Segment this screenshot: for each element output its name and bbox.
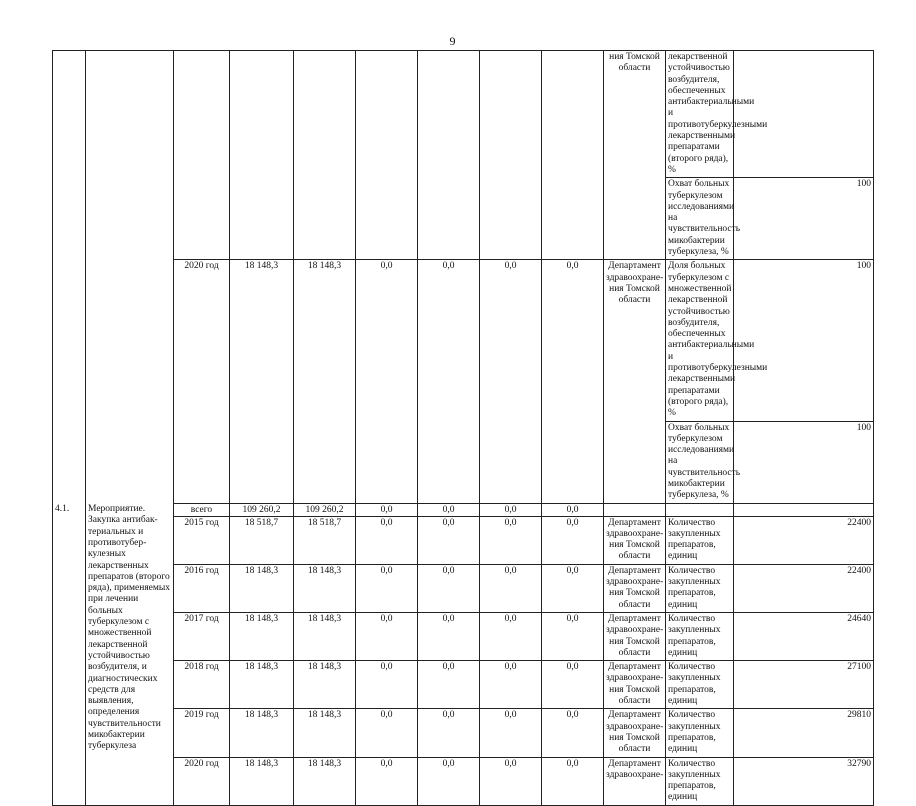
value-cell: 0,0 (356, 564, 418, 612)
value-cell: 0,0 (418, 516, 480, 564)
value-cell: 0,0 (542, 612, 604, 660)
total-cell: 18 148,3 (230, 661, 294, 709)
department-cell: Департамент здравоохране-ния Томской области (604, 260, 666, 503)
department-cell: Департамент здравоохране-ния Томской области (604, 516, 666, 564)
indicator-value: 27100 (734, 661, 874, 709)
department-cell: Департамент здравоохране-ния Томской области (604, 709, 666, 757)
value-cell: 0,0 (480, 260, 542, 503)
total-cell: 18 148,3 (230, 564, 294, 612)
value-cell: 0,0 (542, 503, 604, 516)
value-cell: 0,0 (480, 661, 542, 709)
year-cell: 2019 год (174, 709, 230, 757)
table-row (53, 51, 916, 178)
table-row (53, 503, 916, 516)
indicator-value: 22400 (734, 516, 874, 564)
department-cell: Департамент здравоохране-ния Томской области (604, 564, 666, 612)
value-cell: 0,0 (356, 709, 418, 757)
year-cell: 2020 год (174, 260, 230, 503)
value-cell: 0,0 (356, 503, 418, 516)
value-cell: 109 260,2 (294, 503, 356, 516)
value-cell: 18 148,3 (294, 260, 356, 503)
year-cell: 2020 год (174, 757, 230, 805)
value-cell: 0,0 (542, 661, 604, 709)
value-cell: 0,0 (356, 260, 418, 503)
indicator-cell: Количество закупленных препаратов, единиц (666, 709, 734, 757)
value-cell: 0,0 (356, 516, 418, 564)
value-cell: 0,0 (480, 503, 542, 516)
value-cell: 18 148,3 (294, 757, 356, 805)
measure-number: 4.1. (53, 503, 86, 805)
value-cell: 0,0 (418, 564, 480, 612)
year-cell: 2015 год (174, 516, 230, 564)
indicator-cell: Количество закупленных препаратов, единиц (666, 661, 734, 709)
value-cell: 0,0 (356, 661, 418, 709)
value-cell: 0,0 (480, 564, 542, 612)
year-cell: 2018 год (174, 661, 230, 709)
indicator-value: 100 (734, 421, 874, 503)
year-cell: 2017 год (174, 612, 230, 660)
value-cell: 0,0 (542, 709, 604, 757)
table-row (53, 516, 916, 564)
table-row (53, 260, 916, 421)
indicator-cell: Охват больных туберкулезом исследованиями на чувствительность микобактерии туберкулеза, % (666, 178, 734, 260)
value-cell: 0,0 (418, 260, 480, 503)
indicator-value: 100 (734, 260, 874, 421)
table-row (53, 709, 916, 757)
indicator-cell: лекарственной устойчивостью возбудителя, обеспеченных антибактериальными и противотуберкулезными лекарственными препаратами (второго ряда), % (666, 51, 734, 178)
indicator-cell: Количество закупленных препаратов, единиц (666, 757, 734, 805)
value-cell: 18 518,7 (294, 516, 356, 564)
indicator-cell: Охват больных туберкулезом исследованиями на чувствительность микобактерии туберкулеза, % (666, 421, 734, 503)
value-cell: 0,0 (418, 757, 480, 805)
value-cell: 0,0 (418, 661, 480, 709)
value-cell: 0,0 (418, 503, 480, 516)
value-cell: 0,0 (480, 516, 542, 564)
indicator-cell: Доля больных туберкулезом с множественной лекарственной устойчивостью возбудителя, обеспеченных антибактериальными и противотуберкулезными лекарственными препаратами (второго ряда), % (666, 260, 734, 421)
value-cell: 0,0 (480, 709, 542, 757)
program-table (52, 50, 916, 806)
value-cell: 0,0 (542, 757, 604, 805)
total-cell: 109 260,2 (230, 503, 294, 516)
value-cell: 18 148,3 (294, 661, 356, 709)
value-cell: 0,0 (480, 612, 542, 660)
table-row (53, 661, 916, 709)
table-row (53, 612, 916, 660)
value-cell: 0,0 (542, 516, 604, 564)
year-cell: 2016 год (174, 564, 230, 612)
value-cell: 0,0 (542, 260, 604, 503)
department-cell: Департамент здравоохране-ния Томской области (604, 612, 666, 660)
value-cell: 0,0 (418, 612, 480, 660)
measure-description: Мероприятие. Закупка антибак-териальных и противотубер-кулезных лекарственных препаратов (второго ряда), применяемых при лечении больных туберкулезом с множественной лекарственной устойчивостью возбудителя, и диагностических средств для выявления, определения чувствительности микобактерии туберкулеза (86, 503, 174, 805)
indicator-cell: Количество закупленных препаратов, единиц (666, 564, 734, 612)
indicator-value: 32790 (734, 757, 874, 805)
indicator-value: 100 (734, 178, 874, 260)
value-cell: 0,0 (356, 612, 418, 660)
value-cell: 18 148,3 (294, 564, 356, 612)
page-number: 9 (449, 34, 456, 48)
total-cell: 18 148,3 (230, 709, 294, 757)
total-cell: 18 518,7 (230, 516, 294, 564)
indicator-value: 29810 (734, 709, 874, 757)
indicator-value: 24640 (734, 612, 874, 660)
total-cell: 18 148,3 (230, 612, 294, 660)
value-cell: 0,0 (480, 757, 542, 805)
indicator-cell: Количество закупленных препаратов, единиц (666, 612, 734, 660)
indicator-value: 22400 (734, 564, 874, 612)
value-cell: 18 148,3 (294, 612, 356, 660)
total-label: всего (174, 503, 230, 516)
value-cell: 18 148,3 (294, 709, 356, 757)
total-cell: 18 148,3 (230, 757, 294, 805)
value-cell: 0,0 (356, 757, 418, 805)
department-cell: Департамент здравоохране-ния Томской области (604, 661, 666, 709)
indicator-cell: Количество закупленных препаратов, единиц (666, 516, 734, 564)
table-row (53, 564, 916, 612)
department-cell: Департамент здравоохране- (604, 757, 666, 805)
value-cell: 0,0 (542, 564, 604, 612)
department-cell: ния Томской области (604, 51, 666, 260)
total-cell: 18 148,3 (230, 260, 294, 503)
table-row (53, 757, 916, 805)
value-cell: 0,0 (418, 709, 480, 757)
